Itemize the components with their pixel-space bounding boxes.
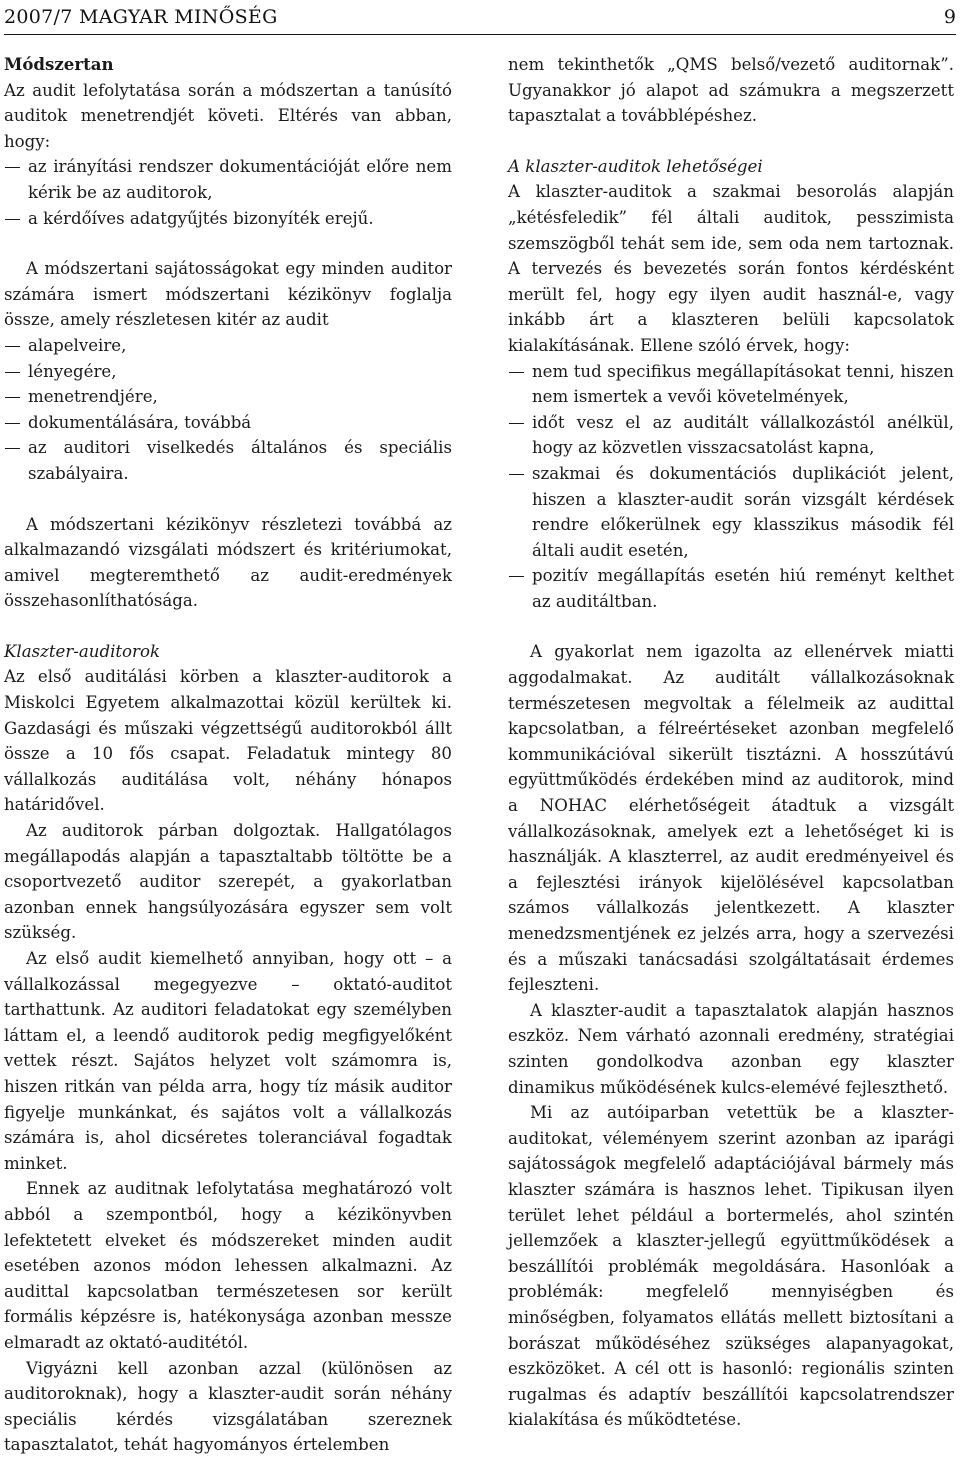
continuation-paragraph: nem tekinthetők „QMS belső/vezető auditornak”. Ugyanakkor jó alapot ad számukra a megszerzett tapasztalat a továbblépéshez. — [508, 55, 954, 126]
list-item: dokumentálására, továbbá — [4, 410, 452, 436]
methodology-heading: Módszertan — [4, 54, 114, 74]
handbook-topics-list — [4, 333, 452, 487]
practice-paragraph: A gyakorlat nem igazolta az ellenérvek miatti aggodalmakat. Az auditált vállalkozásoknak természetesen megvoltak a félelmeik az audittal kapcsolatban, a félreértéseket azonban megfelelő kommunikációval sikerült tisztázni. A hosszútávú együttműködés érdekében mind az auditorok, mind a NOHAC elérhetőségeit átadtuk a vizsgált vállalkozásoknak, amelyek ezt a lehetőséget ki is használják. A klaszterrel, az audit eredményeivel és a fejlesztési irányok kijelölésével kapcsolatban számos vállalkozás jelentkezett. A klaszter menedzsmentjének ez jelzés arra, hogy a szervezési és a műszaki tanácsadási szolgáltatásait érdemes fejleszteni. — [508, 642, 954, 995]
right-column — [508, 52, 954, 1433]
pair-work-paragraph: Az auditorok párban dolgoztak. Hallgatólagos megállapodás alapján a tapasztaltabb töltötte be a csoportvezető auditor szerepét, a gyakorlatban azonban ennek hangsúlyozására egyszer sem volt szükség. — [4, 821, 452, 943]
counter-arguments-list — [508, 359, 954, 615]
list-item: a kérdőíves adatgyűjtés bizonyíték erejű. — [4, 206, 452, 232]
page-number: 9 — [943, 6, 956, 28]
list-item: az auditori viselkedés általános és speciális szabályaira. — [4, 435, 452, 486]
list-item: időt vesz el az auditált vállalkozástól anélkül, hogy az közvetlen visszacsatolást kapna, — [508, 410, 954, 461]
possibilities-heading: A klaszter-auditok lehetőségei — [508, 156, 763, 176]
automotive-paragraph: Mi az autóiparban vetettük be a klaszter-auditokat, véleményem szerint azonban az iparági sajátosságok megfelelő adaptációjával bármely más klaszter számára is hasznos lehet. Tipikusan ilyen terület lehet például a bortermelés, ahol szintén jellemzőek a klaszter-jellegű együttműködések a beszállítói problémák megoldására. Hasonlóak a problémák: megfelelő mennyiségben és minőségben, folyamatos ellátás mellett biztosítani a borászat működéséhez szükséges alapanyagokat, eszközöket. A cél ott is hasonló: regionális szinten rugalmas és adaptív beszállítói kapcsolatrendszer kialakítása és működtetése. — [508, 1103, 954, 1430]
journal-issue-title: 2007/7 MAGYAR MINŐSÉG — [4, 6, 278, 28]
list-item: szakmai és dokumentációs duplikációt jelent, hiszen a klaszter-audit során vizsgált kérdések rendre előkerülnek egy klasszikus második fél általi audit esetén, — [508, 461, 954, 563]
list-item: alapelveire, — [4, 333, 452, 359]
list-item: lényegére, — [4, 359, 452, 385]
left-column — [4, 52, 452, 1458]
list-item: menetrendjére, — [4, 384, 452, 410]
list-item: nem tud specifikus megállapításokat tenni, hiszen nem ismertek a vevői követelmények, — [508, 359, 954, 410]
criteria-paragraph: A módszertani kézikönyv részletezi továbbá az alkalmazandó vizsgálati módszert és kritériumokat, amivel megteremthető az audit-eredmények összehasonlíthatósága. — [4, 514, 452, 611]
list-item: az irányítási rendszer dokumentációját előre nem kérik be az auditorok, — [4, 154, 452, 205]
caution-paragraph: Vigyázni kell azonban azzal (különösen az auditoroknak), hogy a klaszter-audit során néhány speciális kérdés vizsgálatában szereznek tapasztalatot, tehát hagyományos értelemben — [4, 1358, 452, 1455]
possibilities-paragraph: A klaszter-auditok a szakmai besorolás alapján „kétésfeledik” fél általi auditok, pesszimista szemszögből tehát sem ide, sem oda nem tartoznak. A tervezés és bevezetés során fontos kérdésként merült fel, hogy egy ilyen audit használ-e, vagy inkább árt a klaszteren belüli kapcsolatok kialakításának. Ellene szóló érvek, hogy: — [508, 182, 954, 355]
list-item: pozitív megállapítás esetén hiú reményt kelthet az auditáltban. — [508, 563, 954, 614]
auditor-team-paragraph: Az első auditálási körben a klaszter-auditorok a Miskolci Egyetem alkalmazottai közül kerültek ki. Gazdasági és műszaki végzettségű auditorokból állt össze a 10 fős csapat. Feladatuk mintegy 80 vállalkozás auditálása volt, néhány hónapos határidővel. — [4, 667, 452, 815]
handbook-application-paragraph: Ennek az auditnak lefolytatása meghatározó volt abból a szempontból, hogy a kézikönyvben lefektetett elveket és módszereket minden audit esetében azonos módon lehessen alkalmazni. Az audittal kapcsolatban természetesen sor került formális képzésre is, hatékonysága azonban messze elmaradt az oktató-auditétól. — [4, 1179, 452, 1352]
handbook-paragraph: A módszertani sajátosságokat egy minden auditor számára ismert módszertani kézikönyv foglalja össze, amely részletesen kitér az audit — [4, 259, 452, 330]
cluster-auditors-heading: Klaszter-auditorok — [4, 641, 161, 661]
training-audit-paragraph: Az első audit kiemelhető annyiban, hogy ott – a vállalkozással megegyezve – oktató-auditot tarthattunk. Az auditori feladatokat egy személyben láttam el, a leendő auditorok pedig megfigyelőként vettek részt. Sajátos helyzet volt számomra is, hiszen ritkán van példa arra, hogy tíz másik auditor figyelje munkánkat, és sajátos volt a vállalkozás számára is, ahol dicséretes toleranciával fogadtak minket. — [4, 949, 452, 1173]
methodology-difference-list — [4, 154, 452, 231]
methodology-paragraph: Az audit lefolytatása során a módszertan a tanúsító auditok menetrendjét követi. Eltérés van abban, hogy: — [4, 80, 452, 151]
useful-tool-paragraph: A klaszter-audit a tapasztalatok alapján hasznos eszköz. Nem várható azonnali eredmény, stratégiai szinten gondolkodva azonban egy klaszter dinamikus működésének kulcs-elemévé fejleszthető. — [508, 1000, 954, 1097]
running-header — [4, 0, 956, 35]
